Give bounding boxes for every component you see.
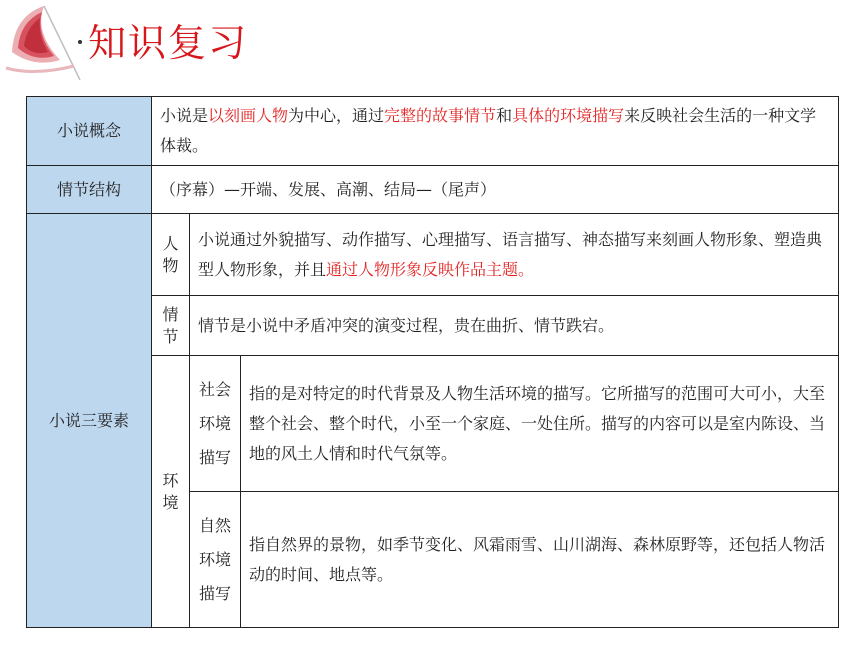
natural-environment-text: 指自然界的景物，如季节变化、风霜雨雪、山川湖海、森林原野等，还包括人物活动的时间、地点等。: [241, 492, 839, 628]
header: [0, 0, 860, 92]
row-concept: [27, 97, 839, 166]
concept-label: 小说概念: [27, 97, 152, 166]
red-umbrella-icon: [4, 2, 84, 82]
social-environment-label: 社会 环境 描写: [190, 356, 241, 492]
plot-label: 情 节: [152, 296, 190, 356]
row-character: [27, 214, 839, 296]
plot-text: 情节是小说中矛盾冲突的演变过程，贵在曲折、情节跌宕。: [190, 296, 839, 356]
concept-text: 小说是以刻画人物为中心，通过完整的故事情节和具体的环境描写来反映社会生活的一种文学体裁。: [152, 97, 839, 166]
social-environment-text: 指的是对特定的时代背景及人物生活环境的描写。它所描写的范围可大可小，大至整个社会、整个时代，小至一个家庭、一处住所。描写的内容可以是室内陈设、当地的风土人情和时代气氛等。: [241, 356, 839, 492]
page-title: 知识复习: [88, 21, 249, 65]
decor-dot: [78, 40, 82, 44]
plot-structure-label: 情节结构: [27, 166, 152, 214]
natural-environment-label: 自然 环境 描写: [190, 492, 241, 628]
character-label: 人 物: [152, 214, 190, 296]
plot-structure-text: （序幕）—开端、发展、高潮、结局—（尾声）: [152, 166, 839, 214]
character-text: 小说通过外貌描写、动作描写、心理描写、语言描写、神态描写来刻画人物形象、塑造典型人物形象，并且通过人物形象反映作品主题。: [190, 214, 839, 296]
environment-label: 环 境: [152, 356, 190, 628]
row-plot-structure: [27, 166, 839, 214]
knowledge-table: [26, 96, 839, 628]
three-elements-label: 小说三要素: [27, 214, 152, 628]
